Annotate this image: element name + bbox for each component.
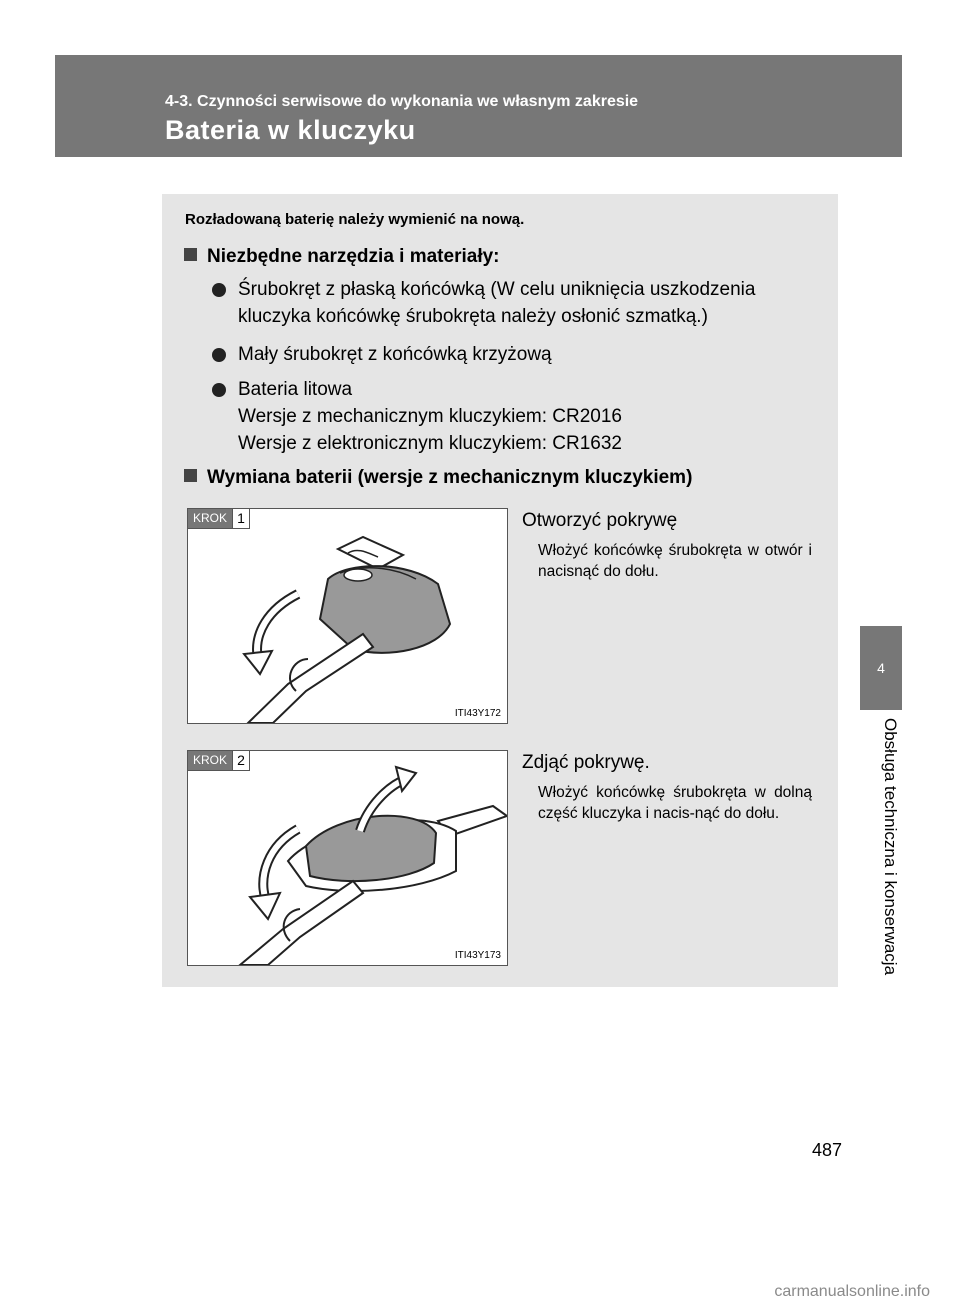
chapter-header bbox=[55, 55, 902, 157]
step-1-title: Otworzyć pokrywę bbox=[522, 510, 678, 531]
chapter-tab-label: Obsługa techniczna i konserwacja bbox=[881, 718, 900, 976]
image-code: ITI43Y173 bbox=[454, 950, 501, 961]
watermark-link[interactable]: carmanualsonline.info bbox=[774, 1283, 930, 1300]
bullet-icon bbox=[212, 348, 226, 362]
key-cover-open-illustration bbox=[188, 509, 507, 723]
key-cover-remove-illustration bbox=[188, 751, 507, 965]
list-item: Śrubokręt z płaską końcówką (W celu uniknięcia uszkodzenia kluczyka końcówkę śrubokręta należy osłonić szmatką.) bbox=[212, 276, 812, 330]
step-1-illustration bbox=[187, 508, 508, 724]
square-bullet-icon bbox=[184, 248, 197, 261]
list-item: Bateria litowa Wersje z mechanicznym kluczykiem: CR2016 Wersje z elektronicznym kluczykiem: CR1632 bbox=[212, 376, 812, 457]
step-badge: KROK 2 bbox=[188, 751, 250, 771]
square-bullet-icon bbox=[184, 469, 197, 482]
step-2-title: Zdjąć pokrywę. bbox=[522, 752, 650, 773]
step-2-illustration bbox=[187, 750, 508, 966]
image-code: ITI43Y172 bbox=[454, 708, 501, 719]
list-item: Mały śrubokręt z końcówką krzyżową bbox=[212, 341, 812, 368]
step-1-description: Włożyć końcówkę śrubokręta w otwór i nacisnąć do dołu. bbox=[538, 542, 812, 580]
tools-heading: Niezbędne narzędzia i materiały: bbox=[184, 246, 500, 268]
page-number: 487 bbox=[812, 1140, 843, 1160]
intro-text: Rozładowaną baterię należy wymienić na nową. bbox=[185, 211, 525, 228]
section-title: 4-3. Czynności serwisowe do wykonania we własnym zakresie bbox=[165, 93, 639, 110]
chapter-tab-number[interactable]: 4 bbox=[860, 626, 902, 710]
replacement-heading: Wymiana baterii (wersje z mechanicznym kluczykiem) bbox=[184, 467, 692, 489]
content-panel bbox=[162, 194, 838, 987]
bullet-icon bbox=[212, 283, 226, 297]
page-title: Bateria w kluczyku bbox=[165, 115, 416, 145]
step-2-description: Włożyć końcówkę śrubokręta w dolną część kluczyka i nacis-nąć do dołu. bbox=[538, 784, 812, 822]
bullet-icon bbox=[212, 383, 226, 397]
step-badge: KROK 1 bbox=[188, 509, 250, 529]
